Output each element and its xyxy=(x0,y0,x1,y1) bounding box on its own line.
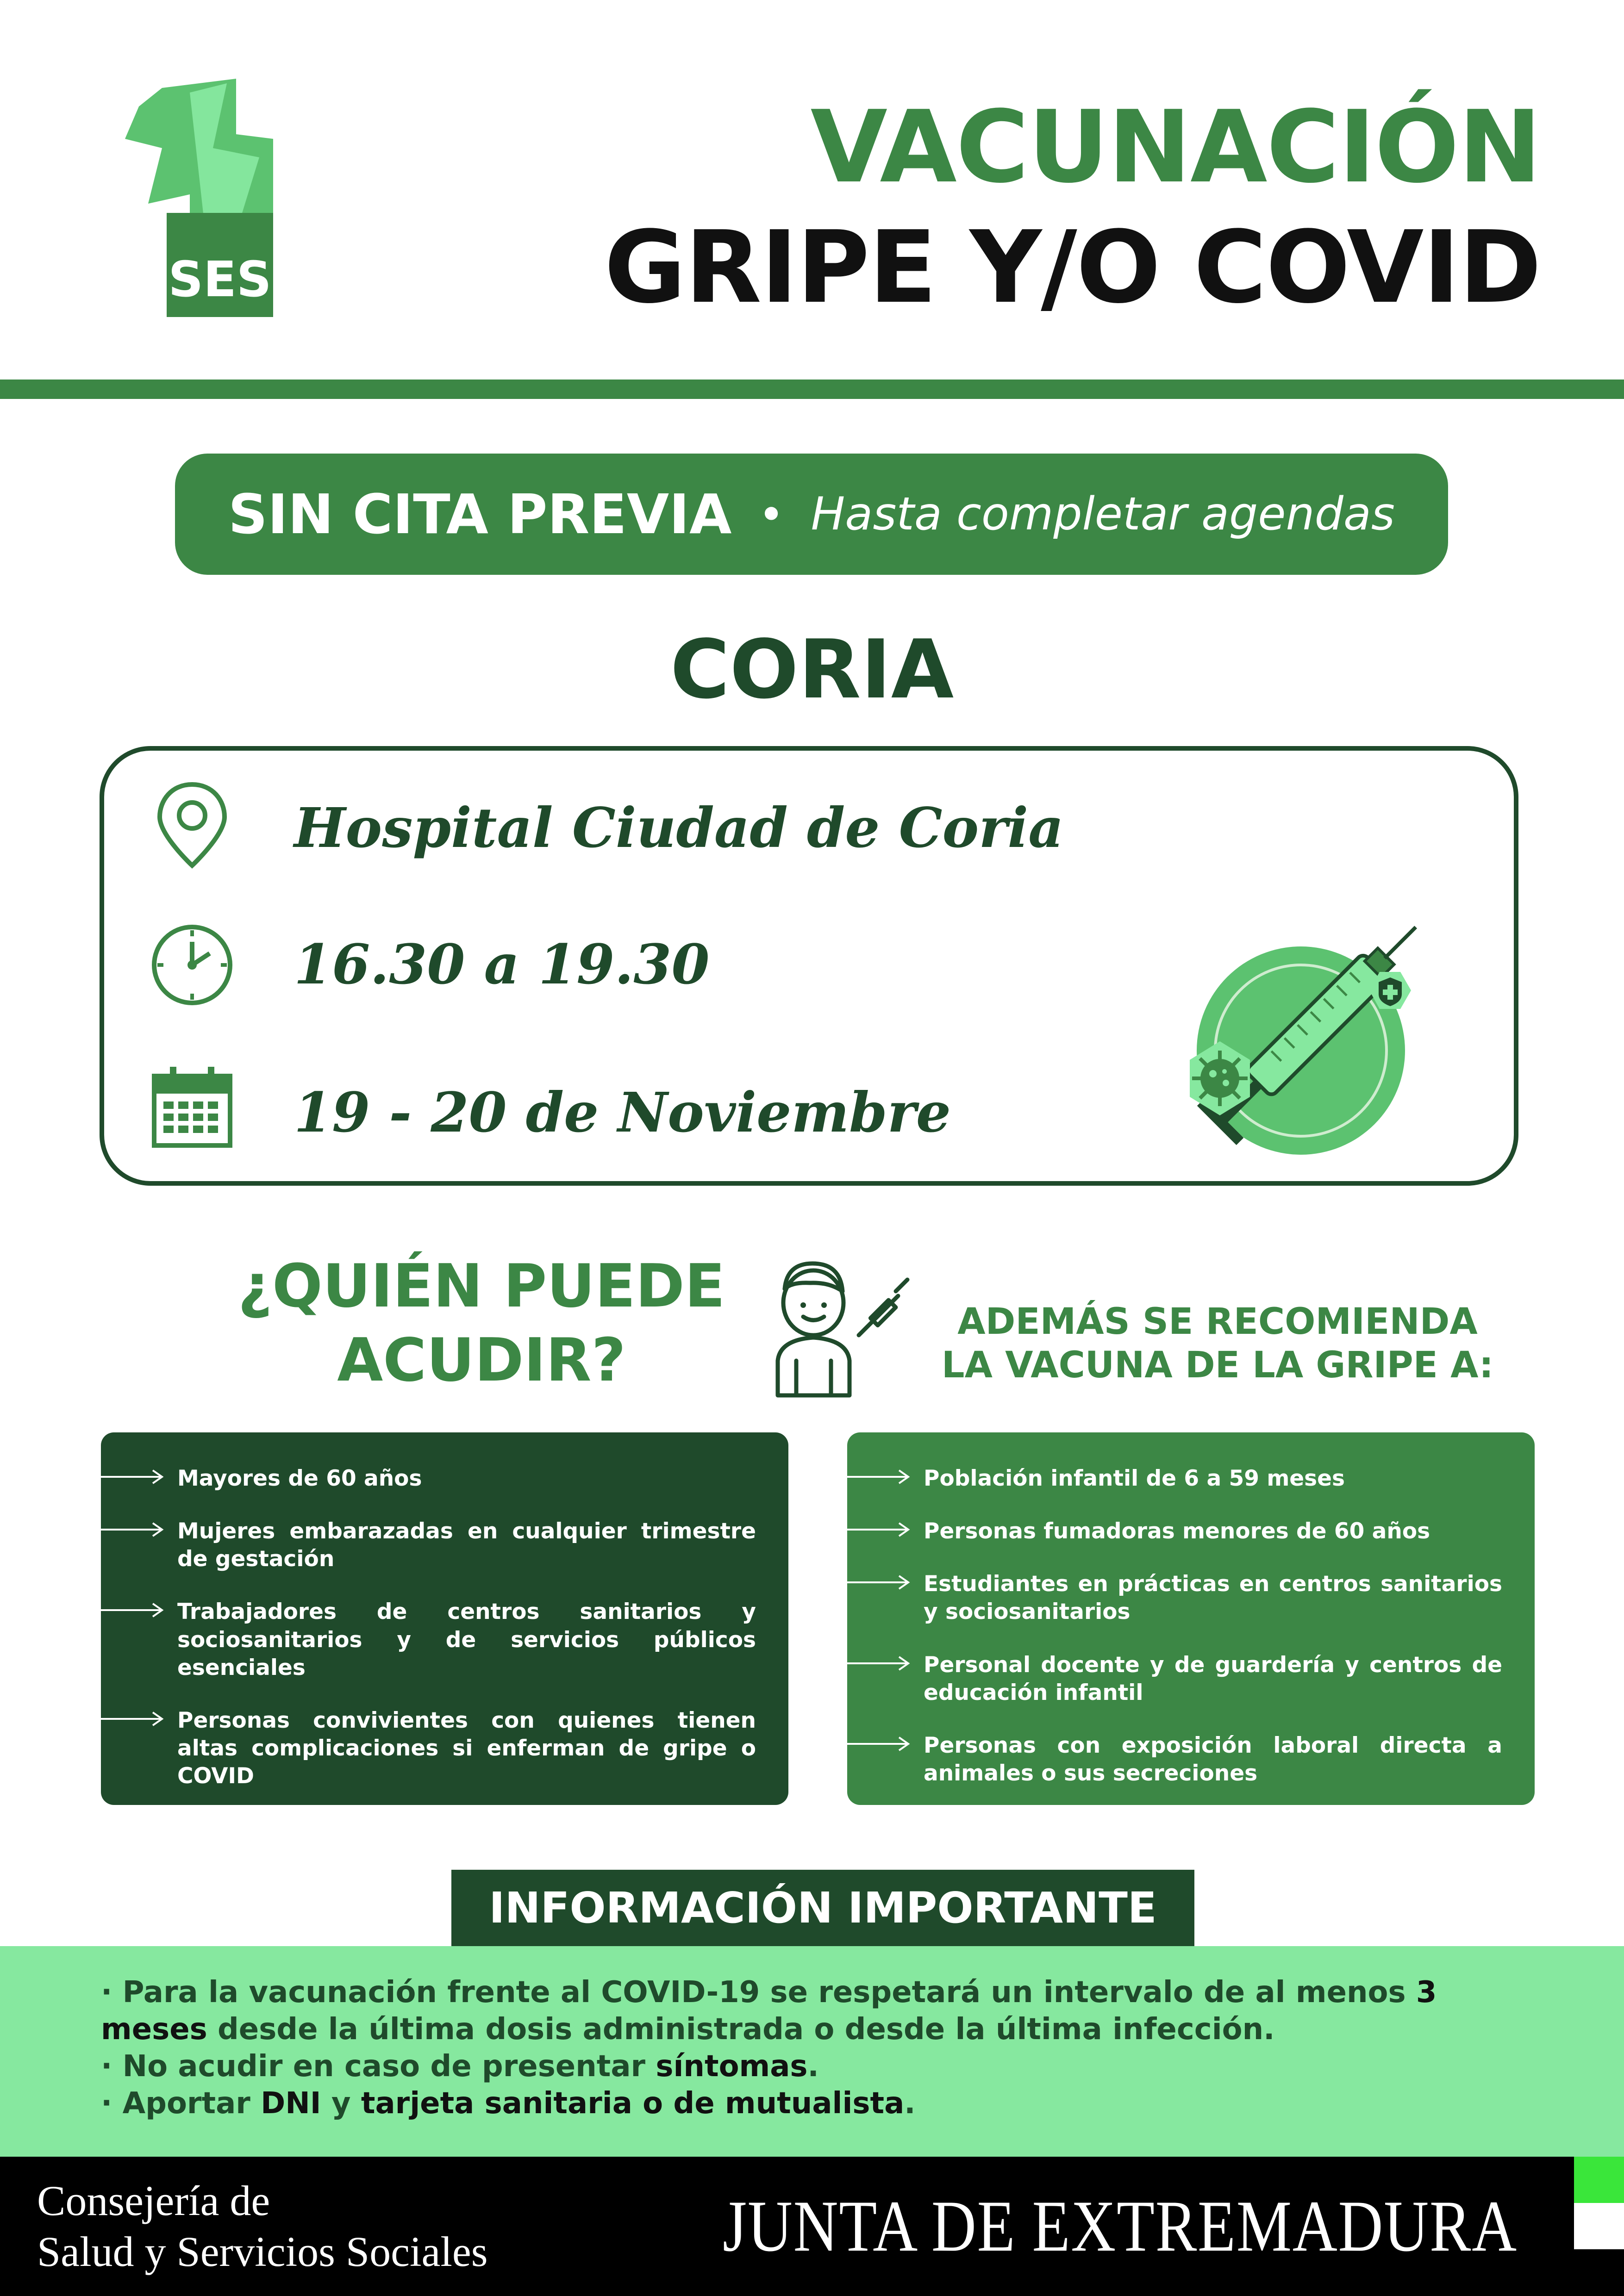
list-item xyxy=(847,1732,1502,1787)
detail-dates: 19 - 20 de Noviembre xyxy=(294,1080,951,1145)
list-item xyxy=(847,1465,1502,1493)
who-item-2: Mujeres embarazadas en cualquier trimestre de gestación xyxy=(177,1518,756,1572)
banner-sub: Hasta completar agendas xyxy=(811,488,1395,541)
important-line-3: · Aportar DNI y tarjeta sanitaria o de mutualista. xyxy=(101,2086,916,2121)
arrow-right-icon xyxy=(101,1468,166,1486)
title-vacunacion: VACUNACIÓN xyxy=(810,89,1541,205)
footer-left-line1: Consejería de xyxy=(37,2177,270,2224)
who-item-5: Menores de 60 años con condiciones de riesgo xyxy=(177,1816,750,1842)
child-vaccine-icon xyxy=(759,1254,912,1402)
who-heading-line2: ACUDIR? xyxy=(337,1326,626,1395)
list-item xyxy=(101,1815,756,1843)
footer-consejeria xyxy=(37,2175,488,2277)
list-item xyxy=(101,1598,756,1681)
who-item-3: Trabajadores de centros sanitarios y sociosanitarios y de servicios públicos esenciales xyxy=(177,1599,756,1680)
important-text xyxy=(101,1974,1536,2122)
clock-icon xyxy=(146,919,238,1011)
footer-left-line2: Salud y Servicios Sociales xyxy=(37,2228,488,2276)
arrow-right-icon xyxy=(847,1573,912,1592)
also-item-4: Personal docente y de guardería y centros de educación infantil xyxy=(924,1652,1502,1705)
arrow-right-icon xyxy=(847,1520,912,1539)
also-heading xyxy=(907,1300,1528,1387)
list-item xyxy=(101,1518,756,1573)
list-item xyxy=(847,1651,1502,1707)
list-item xyxy=(847,1518,1502,1545)
also-heading-line1: ADEMÁS SE RECOMIENDA xyxy=(957,1301,1478,1343)
also-item-5: Personas con exposición laboral directa a animales o sus secreciones xyxy=(924,1732,1502,1786)
list-item xyxy=(101,1707,756,1790)
arrow-right-icon xyxy=(847,1735,912,1753)
footer-junta-logo: JUNTA DE EXTREMADURA xyxy=(723,2186,1518,2267)
who-item-4: Personas convivientes con quienes tienen altas complicaciones si enferman de gripe o COVID xyxy=(177,1707,756,1789)
sin-cita-banner xyxy=(175,454,1448,575)
arrow-right-icon xyxy=(101,1520,166,1539)
arrow-right-icon xyxy=(847,1654,912,1673)
who-list xyxy=(101,1432,788,1842)
arrow-right-icon xyxy=(101,1601,166,1619)
header-divider xyxy=(0,380,1624,399)
banner-main: SIN CITA PREVIA xyxy=(228,482,732,546)
also-item-2: Personas fumadoras menores de 60 años xyxy=(924,1518,1430,1544)
also-item-1: Población infantil de 6 a 59 meses xyxy=(924,1466,1345,1491)
vaccine-syringe-illustration xyxy=(1148,907,1435,1176)
flag-white-stripe xyxy=(1574,2203,1624,2249)
also-item-3: Estudiantes en prácticas en centros sanitarios y sociosanitarios xyxy=(924,1571,1502,1625)
who-heading-line1: ¿QUIÉN PUEDE xyxy=(237,1252,725,1321)
detail-place: Hospital Ciudad de Coria xyxy=(294,796,1064,860)
important-line-1: · Para la vacunación frente al COVID-19 se respetará un intervalo de al menos 3 meses desde la última dosis administrada o desde la última infección. xyxy=(101,1975,1437,2047)
flag-black-stripe xyxy=(1574,2249,1624,2296)
important-line-2: · No acudir en caso de presentar síntomas. xyxy=(101,2049,819,2084)
also-list xyxy=(847,1432,1535,1805)
calendar-icon xyxy=(146,1060,238,1152)
flag-green-stripe xyxy=(1574,2157,1624,2203)
arrow-right-icon xyxy=(847,1468,912,1486)
arrow-right-icon xyxy=(101,1818,166,1836)
list-item xyxy=(101,1465,756,1493)
title-gripe-covid: GRIPE Y/O COVID xyxy=(604,209,1541,325)
detail-time: 16.30 a 19.30 xyxy=(294,932,710,996)
who-heading xyxy=(181,1250,782,1398)
city-title: CORIA xyxy=(670,623,954,717)
ses-logo-text: SES xyxy=(168,251,272,308)
important-label: INFORMACIÓN IMPORTANTE xyxy=(451,1870,1194,1946)
ses-logo xyxy=(120,79,306,319)
also-heading-line2: LA VACUNA DE LA GRIPE A: xyxy=(941,1344,1494,1386)
who-item-1: Mayores de 60 años xyxy=(177,1466,422,1491)
location-pin-icon xyxy=(146,778,238,870)
banner-separator: • xyxy=(759,492,783,536)
list-item xyxy=(847,1570,1502,1626)
arrow-right-icon xyxy=(101,1710,166,1728)
